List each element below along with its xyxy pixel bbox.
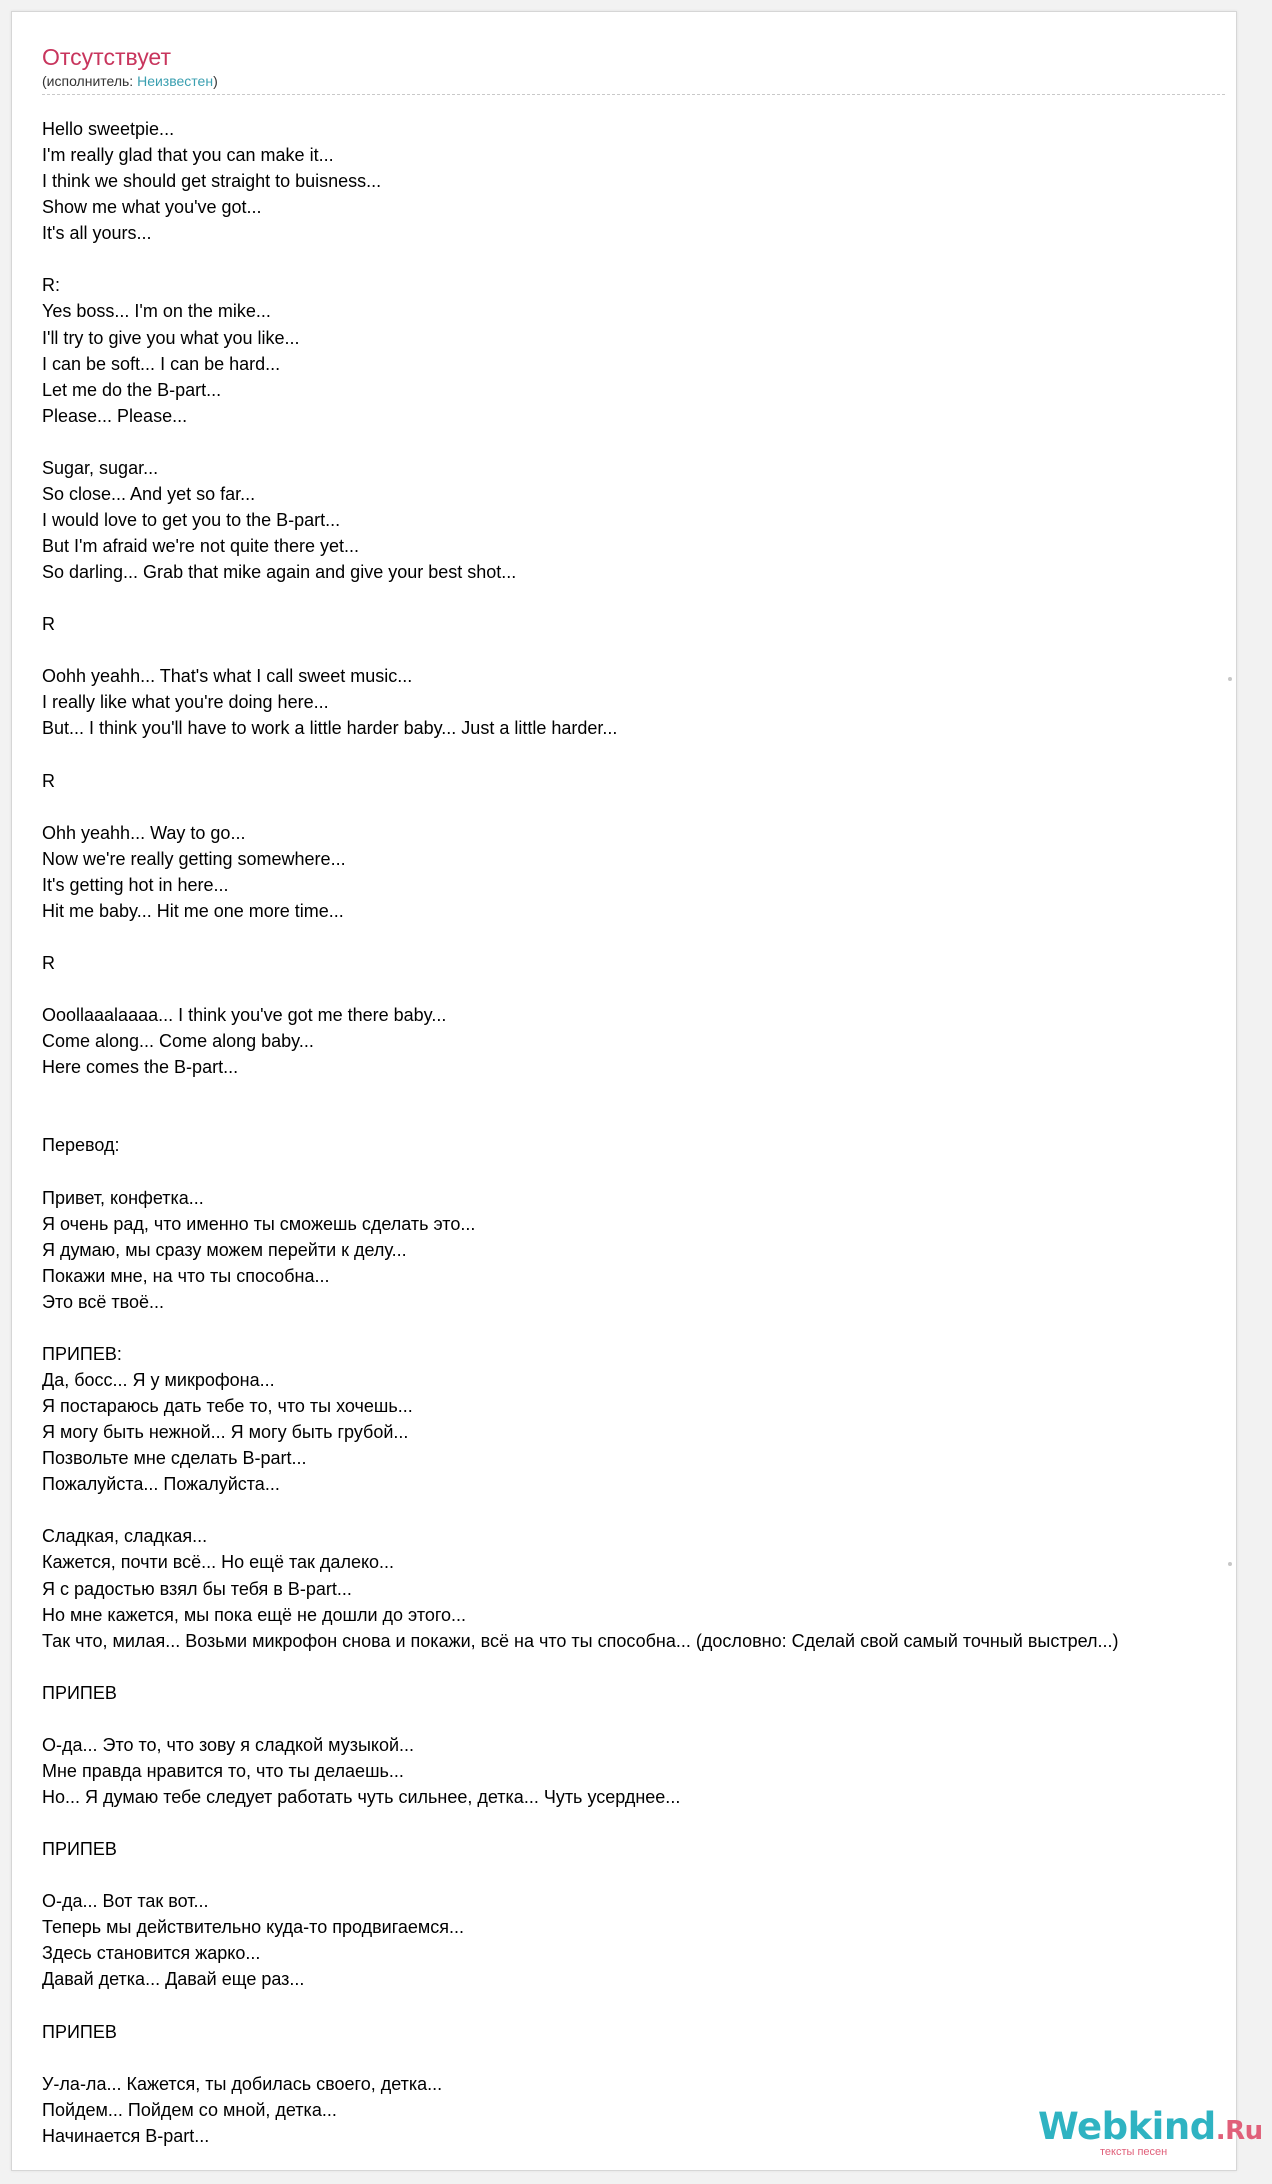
lyrics-text (42, 116, 1272, 2149)
logo-tagline: тексты песен (1100, 2146, 1168, 2158)
lyric-line: ПРИПЕВ: (42, 1343, 122, 1364)
blank-line (42, 1654, 1272, 1680)
blank-line (42, 794, 1272, 820)
lyric-line: Привет, конфетка... (42, 1187, 204, 1208)
lyric-line: R: (42, 275, 60, 296)
blank-line (42, 637, 1272, 663)
lyric-line: Мне правда нравится то, что ты делаешь... (42, 1760, 404, 1781)
lyric-line: It's all yours... (42, 223, 152, 244)
lyric-line: I would love to get you to the B-part... (42, 509, 341, 530)
lyric-line: Пожалуйста... Пожалуйста... (42, 1474, 280, 1495)
lyric-line: Please... Please... (42, 405, 188, 426)
lyric-line: Но мне кажется, мы пока ещё не дошли до этого... (42, 1604, 467, 1625)
edge-mark (1228, 1562, 1232, 1566)
lyric-line: Show me what you've got... (42, 197, 262, 218)
lyric-line: Oohh yeahh... That's what I call sweet music... (42, 666, 413, 687)
blank-line (42, 1862, 1272, 1888)
blank-line (42, 1106, 1272, 1132)
lyrics-page (11, 11, 1237, 2171)
lyric-line: Я постараюсь дать тебе то, что ты хочешь... (42, 1396, 413, 1417)
blank-line (42, 429, 1272, 455)
lyric-line: But I'm afraid we're not quite there yet... (42, 536, 360, 556)
lyric-line: Теперь мы действительно куда-то продвигаемся... (42, 1917, 465, 1938)
artist-prefix: (исполнитель: (42, 73, 138, 89)
lyric-line: R (42, 614, 55, 635)
lyric-line: I really like what you're doing here... (42, 692, 329, 713)
blank-line (42, 742, 1272, 768)
lyric-line: I think we should get straight to buisness... (42, 171, 382, 192)
lyric-line: Here comes the B-part... (42, 1057, 239, 1078)
blank-line (42, 924, 1272, 950)
lyric-line: Come along... Come along baby... (42, 1031, 314, 1052)
lyric-line: I'll try to give you what you like... (42, 327, 300, 348)
lyric-line: But... I think you'll have to work a little harder baby... Just a little harder... (42, 718, 618, 739)
lyric-line: ПРИПЕВ (42, 1839, 117, 1860)
blank-line (42, 1159, 1272, 1185)
lyric-line: Let me do the B-part... (42, 379, 222, 400)
blank-line (42, 1993, 1272, 2019)
blank-line (42, 1315, 1272, 1341)
lyric-line: Hit me baby... Hit me one more time... (42, 900, 344, 921)
blank-line (42, 585, 1272, 611)
lyric-line: Давай детка... Давай еще раз... (42, 1969, 305, 1990)
lyric-line: Hello sweetpie... (42, 119, 175, 139)
lyric-line: Сладкая, сладкая... (42, 1526, 208, 1547)
blank-line (42, 1497, 1272, 1523)
lyric-line: Да, босс... Я у микрофона... (42, 1370, 275, 1390)
lyric-line: Кажется, почти всё... Но ещё так далеко... (42, 1552, 395, 1573)
lyric-line: Это всё твоё... (42, 1291, 164, 1312)
lyric-line: Я думаю, мы сразу можем перейти к делу... (42, 1239, 407, 1260)
lyric-line: R (42, 770, 55, 791)
artist-line (42, 72, 218, 90)
blank-line (42, 2045, 1272, 2071)
lyric-line: So darling... Grab that mike again and give your best shot... (42, 562, 517, 583)
lyric-line: Yes boss... I'm on the mike... (42, 301, 271, 322)
lyric-line: Пойдем... Пойдем со мной, детка... (42, 2099, 337, 2120)
lyric-line: Ohh yeahh... Way to go... (42, 822, 246, 843)
blank-line (42, 1080, 1272, 1106)
blank-line (42, 1706, 1272, 1732)
lyric-line: О-да... Вот так вот... (42, 1891, 209, 1912)
artist-suffix: ) (213, 73, 218, 89)
lyric-line: It's getting hot in here... (42, 874, 229, 895)
lyric-line: Now we're really getting somewhere... (42, 848, 346, 869)
logo-tld: .Ru (1215, 2116, 1263, 2146)
lyric-line: Так что, милая... Возьми микрофон снова и покажи, всё на что ты способна... (дословно: Сделай свой самый точный выстрел...) (42, 1630, 1119, 1651)
lyric-line: О-да... Это то, что зову я сладкой музыкой... (42, 1734, 415, 1755)
lyric-line: Здесь становится жарко... (42, 1943, 261, 1964)
lyric-line: Я могу быть нежной... Я могу быть грубой... (42, 1422, 409, 1443)
lyric-line: Начинается B-part... (42, 2125, 210, 2146)
lyric-line: ПРИПЕВ (42, 1682, 117, 1703)
lyric-line: Перевод: (42, 1135, 120, 1156)
lyric-line: Покажи мне, на что ты способна... (42, 1265, 330, 1286)
artist-link[interactable]: Неизвестен (137, 73, 214, 89)
lyric-line: I can be soft... I can be hard... (42, 353, 281, 374)
lyric-line: Позвольте мне сделать B-part... (42, 1448, 307, 1469)
blank-line (42, 1810, 1272, 1836)
blank-line (42, 976, 1272, 1002)
song-title: Отсутствует (42, 44, 171, 70)
edge-mark (1228, 677, 1232, 681)
lyric-line: Я с радостью взял бы тебя в B-part... (42, 1578, 352, 1599)
lyric-line: Ooollaaalaaaa... I think you've got me there baby... (42, 1005, 447, 1026)
lyric-line: R (42, 953, 55, 973)
lyric-line: Но... Я думаю тебе следует работать чуть сильнее, детка... Чуть усерднее... (42, 1787, 681, 1807)
logo-main-text: Webkind (1038, 2105, 1216, 2148)
lyric-line: Я очень рад, что именно ты сможешь сделать это... (42, 1213, 476, 1234)
lyric-line: У-ла-ла... Кажется, ты добилась своего, детка... (42, 2073, 443, 2094)
lyric-line: Sugar, sugar... (42, 457, 159, 478)
blank-line (42, 246, 1272, 272)
title-divider (42, 94, 1225, 95)
lyric-line: So close... And yet so far... (42, 483, 256, 504)
lyric-line: I'm really glad that you can make it... (42, 145, 334, 166)
webkind-logo[interactable] (1030, 2105, 1263, 2158)
lyric-line: ПРИПЕВ (42, 2021, 117, 2042)
